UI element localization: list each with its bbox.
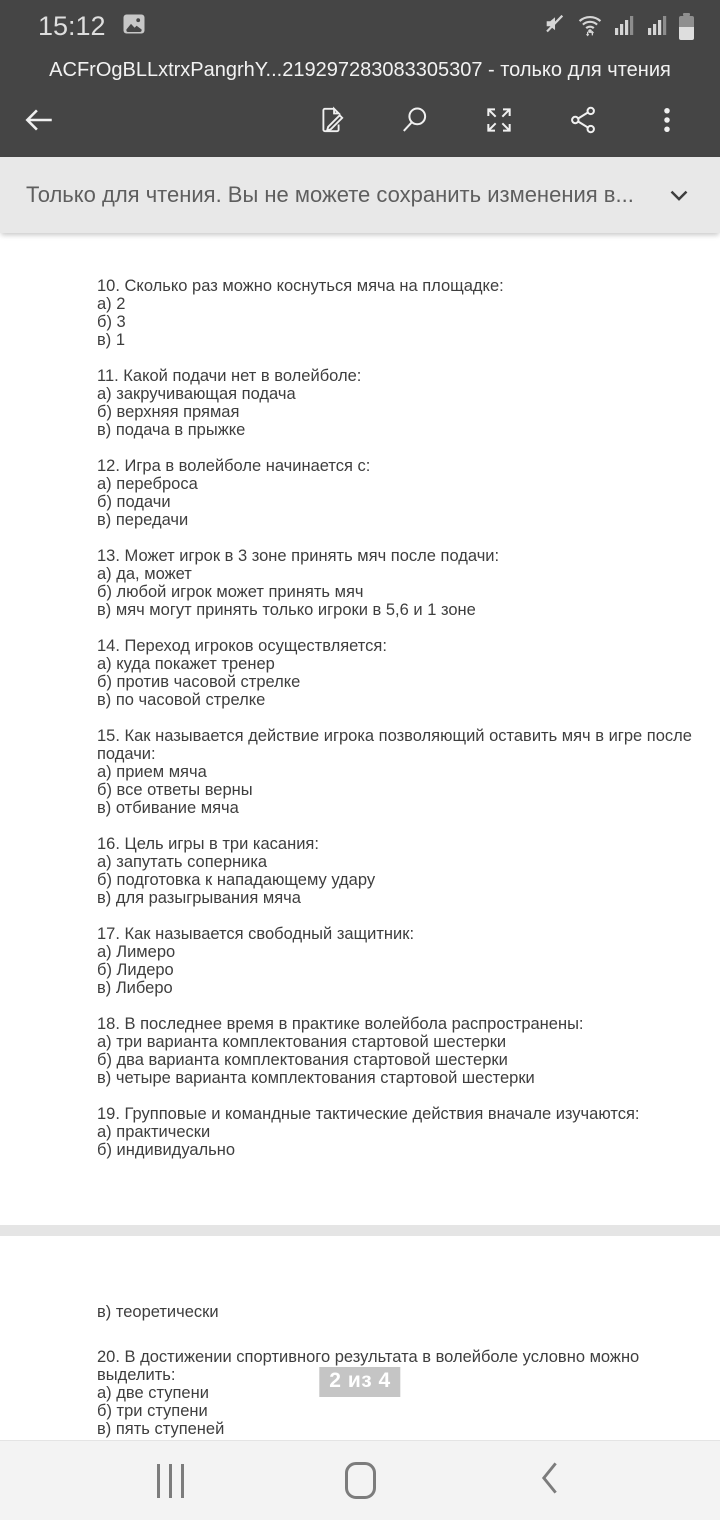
question-option: а) 2 <box>97 295 126 313</box>
question-block <box>97 637 706 709</box>
signal-icon <box>613 11 637 42</box>
question-title: 17. Как называется свободный защитник: <box>97 925 415 943</box>
question-block <box>97 1303 706 1321</box>
question-title: 15. Как называется действие игрока позволяющий оставить мяч в игре после подачи: <box>97 727 692 763</box>
question-block <box>97 727 706 817</box>
fullscreen-button[interactable] <box>482 106 516 140</box>
question-title: 11. Какой подачи нет в волейболе: <box>97 367 362 385</box>
question-option: б) два варианта комплектования стартовой шестерки <box>97 1051 508 1069</box>
recents-icon <box>157 1464 184 1498</box>
share-button[interactable] <box>566 106 600 140</box>
question-option: б) три ступени <box>97 1402 208 1420</box>
question-block <box>97 1348 706 1438</box>
question-option: а) Лимеро <box>97 943 176 961</box>
question-title: 20. В достижении спортивного результата в волейболе условно можно выделить: <box>97 1348 640 1384</box>
status-right <box>542 11 694 42</box>
search-button[interactable] <box>398 106 432 140</box>
toolbar-actions <box>314 106 684 140</box>
question-option: б) верхняя прямая <box>97 403 240 421</box>
question-title: 10. Сколько раз можно коснуться мяча на площадке: <box>97 277 504 295</box>
question-option: а) практически <box>97 1123 211 1141</box>
question-block <box>97 277 706 349</box>
question-option: в) 1 <box>97 331 126 349</box>
question-option: б) против часовой стрелке <box>97 673 301 691</box>
question-block <box>97 547 706 619</box>
question-option: а) да, может <box>97 565 192 583</box>
question-title: 18. В последнее время в практике волейбола распространены: <box>97 1015 584 1033</box>
document-page-3 <box>0 1236 720 1440</box>
clock: 15:12 <box>38 10 106 41</box>
question-block <box>97 367 706 439</box>
question-option: б) 3 <box>97 313 126 331</box>
question-block <box>97 1105 706 1159</box>
question-title: 16. Цель игры в три касания: <box>97 835 319 853</box>
question-title: 12. Игра в волейболе начинается с: <box>97 457 371 475</box>
question-title: 14. Переход игроков осуществляется: <box>97 637 387 655</box>
question-block <box>97 1015 706 1087</box>
question-option: в) для разыгрывания мяча <box>97 889 301 907</box>
question-option: б) Лидеро <box>97 961 174 979</box>
title-bar <box>0 52 720 88</box>
question-option: в) пять ступеней <box>97 1420 225 1438</box>
question-option: в) отбивание мяча <box>97 799 239 817</box>
status-left <box>38 11 146 42</box>
readonly-banner <box>0 157 720 233</box>
question-option: б) любой игрок может принять мяч <box>97 583 364 601</box>
mute-icon <box>542 11 567 41</box>
home-button[interactable] <box>338 1459 382 1503</box>
banner-expand-button[interactable] <box>664 180 694 210</box>
recents-button[interactable] <box>148 1459 192 1503</box>
navigation-bar <box>0 1440 720 1520</box>
question-block <box>97 457 706 529</box>
document-page-2 <box>0 233 720 1225</box>
question-option: в) Либеро <box>97 979 173 997</box>
question-option: в) подача в прыжке <box>97 421 246 439</box>
wifi-icon <box>576 11 604 42</box>
more-icon <box>652 105 682 140</box>
readonly-message: Только для чтения. Вы не можете сохранить изменения в... <box>26 182 634 207</box>
search-icon <box>399 104 431 141</box>
question-option: в) мяч могут принять только игроки в 5,6 и 1 зоне <box>97 601 476 619</box>
document-title: ACFrOgBLLxtrxPangrhY...219297283083305307 - только для чтения <box>49 58 671 81</box>
battery-icon <box>679 13 694 40</box>
page-indicator: 2 из 4 <box>319 1367 400 1397</box>
home-icon <box>345 1462 376 1499</box>
question-option: а) запутать соперника <box>97 853 268 871</box>
toolbar <box>0 88 720 157</box>
back-icon <box>538 1460 562 1501</box>
share-icon <box>567 104 599 141</box>
question-option: в) четыре варианта комплектования стартовой шестерки <box>97 1069 535 1087</box>
question-option: б) индивидуально <box>97 1141 236 1159</box>
question-option: б) подачи <box>97 493 171 511</box>
question-option: в) теоретически <box>97 1303 219 1321</box>
question-option: а) три варианта комплектования стартовой шестерки <box>97 1033 507 1051</box>
question-option: а) закручивающая подача <box>97 385 296 403</box>
question-block <box>97 835 706 907</box>
signal-icon <box>646 11 670 42</box>
fullscreen-icon <box>483 104 515 141</box>
question-block <box>97 925 706 997</box>
question-option: в) передачи <box>97 511 189 529</box>
question-option: а) две ступени <box>97 1384 209 1402</box>
edit-icon <box>315 104 347 141</box>
question-option: а) переброса <box>97 475 198 493</box>
question-option: б) все ответы верны <box>97 781 253 799</box>
question-title: 19. Групповые и командные тактические действия вначале изучаются: <box>97 1105 640 1123</box>
question-title: 13. Может игрок в 3 зоне принять мяч после подачи: <box>97 547 500 565</box>
question-option: в) по часовой стрелке <box>97 691 266 709</box>
page-break <box>0 1225 720 1236</box>
question-option: а) прием мяча <box>97 763 207 781</box>
back-button[interactable] <box>22 106 56 140</box>
status-bar <box>0 0 720 52</box>
back-icon <box>21 102 57 143</box>
question-option: б) подготовка к нападающему удару <box>97 871 376 889</box>
question-option: а) куда покажет тренер <box>97 655 275 673</box>
back-nav-button[interactable] <box>528 1459 572 1503</box>
image-notification-icon <box>122 12 146 41</box>
edit-button[interactable] <box>314 106 348 140</box>
more-button[interactable] <box>650 106 684 140</box>
document-scroll-area[interactable] <box>0 233 720 1440</box>
